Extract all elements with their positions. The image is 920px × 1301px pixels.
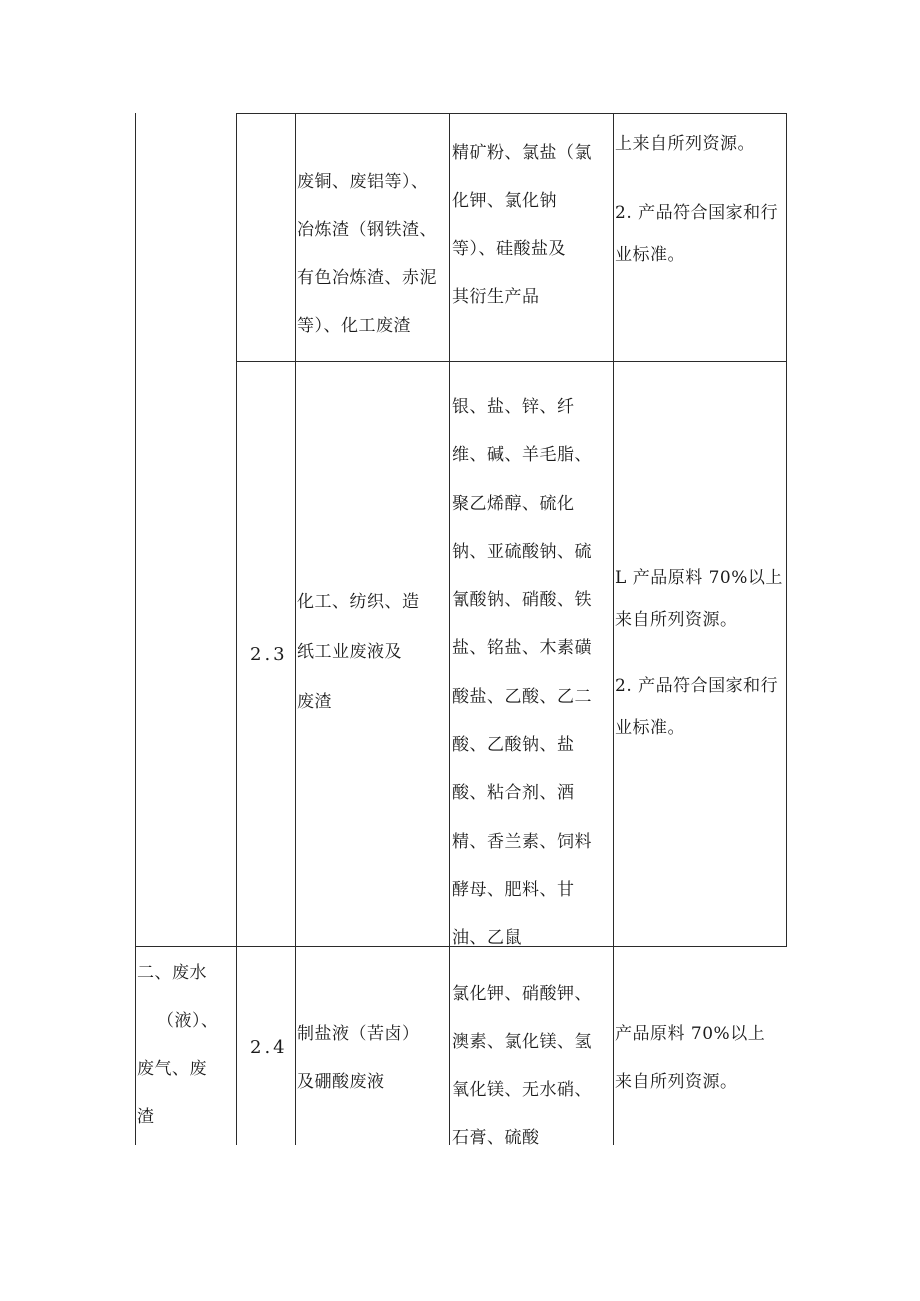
condition-line: 来自所列资源。 <box>615 1072 738 1092</box>
item-number: 2.3 <box>250 644 288 665</box>
table-border-right <box>786 113 787 947</box>
condition-line: L 产品原料 70%以上 <box>615 568 783 588</box>
product-line: 银、盐、锌、纤 <box>452 397 575 417</box>
table-row-1-source <box>297 158 447 350</box>
source-line: 及硼酸废液 <box>297 1072 385 1092</box>
table-row-1-products <box>452 129 612 321</box>
category-line: 二、废水 <box>137 963 207 983</box>
table-row-2-conditions <box>615 566 785 740</box>
product-line: 其衍生产品 <box>452 287 540 307</box>
table-row-2-number <box>250 643 300 667</box>
condition-line: 业标准。 <box>615 245 685 265</box>
source-line: 废铜、废铝等）、 <box>297 172 429 192</box>
category-line: （液）、 <box>157 1011 219 1031</box>
table-divider-col4 <box>613 113 614 1145</box>
condition-line: 2. 产品符合国家和行 <box>615 676 779 696</box>
product-line: 油、乙鼠 <box>452 928 522 949</box>
product-line: 酵母、肥料、甘 <box>452 879 575 900</box>
condition-line: 业标准。 <box>615 718 685 738</box>
category-line: 渣 <box>137 1107 155 1127</box>
table-row-3-products <box>452 970 612 1162</box>
product-line: 酸、粘合剂、酒 <box>452 783 575 804</box>
table-divider-col3 <box>449 113 450 1145</box>
table-row-3-conditions <box>615 1010 785 1106</box>
condition-line: 2. 产品符合国家和行 <box>615 203 779 223</box>
product-line: 维、碱、羊毛脂、 <box>452 445 592 466</box>
source-line: 制盐液（苦卤） <box>297 1024 420 1044</box>
product-line: 石膏、硫酸 <box>452 1128 540 1148</box>
item-number: 2.4 <box>250 1037 288 1058</box>
condition-line: 上来自所列资源。 <box>615 134 755 154</box>
table-divider-col2 <box>295 113 296 1145</box>
source-line: 等）、化工废渣 <box>297 316 411 336</box>
product-line: 氯化钾、硝酸钾、 <box>452 984 592 1004</box>
product-line: 聚乙烯醇、硫化 <box>452 493 575 514</box>
table-border-left <box>135 113 136 1145</box>
source-line: 有色冶炼渣、赤泥 <box>297 268 437 288</box>
table-row-1-conditions <box>615 132 785 267</box>
source-line: 纸工业废液及 <box>297 642 402 662</box>
product-line: 酸、乙酸钠、盐 <box>452 735 575 756</box>
table-row-3-category <box>137 949 235 1141</box>
table-row-2-products <box>452 383 612 963</box>
condition-line: 来自所列资源。 <box>615 610 738 630</box>
table-divider-col1 <box>236 113 237 1145</box>
table-border-top <box>236 113 787 114</box>
table-row-2-source <box>297 577 447 727</box>
source-line: 冶炼渣（钢铁渣、 <box>297 220 437 240</box>
source-line: 废渣 <box>297 692 332 712</box>
product-line: 等）、硅酸盐及 <box>452 239 566 259</box>
source-line: 化工、纺织、造 <box>297 592 420 612</box>
product-line: 氧化镁、无水硝、 <box>452 1080 592 1100</box>
product-line: 澳素、氯化镁、氢 <box>452 1032 592 1052</box>
product-line: 氰酸钠、硝酸、铁 <box>452 590 592 611</box>
product-line: 钠、亚硫酸钠、硫 <box>452 541 592 562</box>
table-row-3-number <box>250 1036 300 1060</box>
product-line: 盐、铭盐、木素磺 <box>452 638 592 659</box>
table-row-3-source <box>297 1010 447 1106</box>
product-line: 精矿粉、氯盐（氯 <box>452 143 592 163</box>
product-line: 化钾、氯化钠 <box>452 191 557 211</box>
category-line: 废气、废 <box>137 1059 207 1079</box>
product-line: 酸盐、乙酸、乙二 <box>452 686 592 707</box>
condition-line: 产品原料 70%以上 <box>615 1024 766 1044</box>
product-line: 精、香兰素、饲料 <box>452 831 592 852</box>
table-row-divider-1 <box>236 361 787 362</box>
